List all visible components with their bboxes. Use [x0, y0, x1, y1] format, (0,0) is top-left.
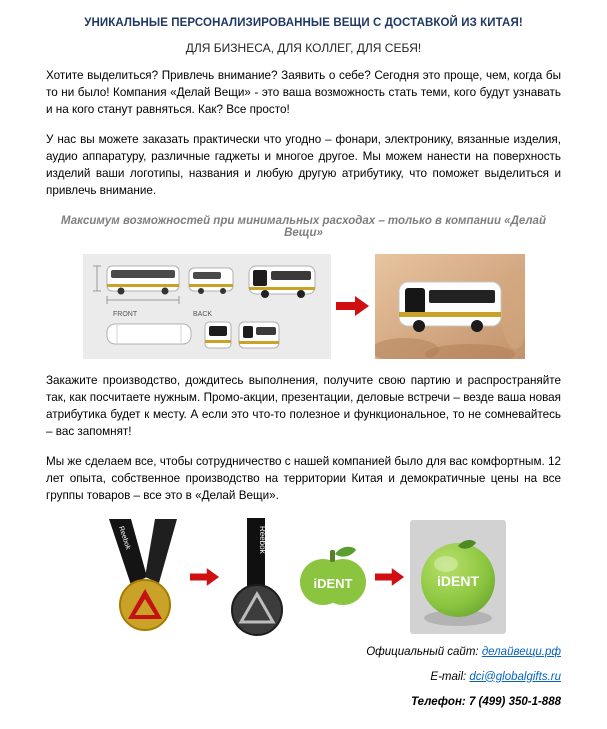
paragraph-products: У нас вы можете заказать практически что угодно – фонари, электронику, вязанные изделия, аудио аппаратуру, различные гаджеты и многое другое. Мы можем нанести на поверхность изделий ваши логотипы, названия и любую другую атрибутику, что поможет выделиться и привлечь внимание.: [46, 132, 561, 197]
contact-footer: [46, 646, 561, 708]
medals-apples-figure: [46, 518, 561, 636]
ball-brand-label: iDENT: [437, 572, 479, 589]
paragraph-company: Мы же сделаем все, чтобы сотрудничество с нашей компанией было для вас комфортным. 12 лет опыта, собственное производство на территории Китая и демократичные цены на все группы товаров – все это в «Делай Вещи».: [46, 454, 561, 502]
apple-brand-label: iDENT: [313, 575, 353, 591]
medal-ribbon-brand-label: Reebok: [117, 524, 132, 551]
page-subtitle: ДЛЯ БИЗНЕСА, ДЛЯ КОЛЛЕГ, ДЛЯ СЕБЯ!: [185, 40, 422, 55]
bus-design-drawing: [83, 254, 331, 359]
bus-back-label: BACK: [192, 310, 212, 318]
lanyard-brand-label: Reebok: [258, 525, 267, 554]
site-link[interactable]: делайвещи.рф: [481, 645, 561, 658]
ident-ball-photo: [410, 520, 506, 634]
paragraph-intro: Хотите выделиться? Привлечь внимание? Заявить о себе? Сегодня это проще, чем, когда бы то ни было! Компания «Делай Вещи» - это ваша возможность стать теми, кого будут узнавать и на кого станут равняться. Как? Все просто!: [46, 68, 561, 116]
bus-usb-figure: [46, 254, 561, 359]
phone-label: Телефон:: [411, 695, 469, 708]
bus-front-label: FRONT: [112, 310, 137, 318]
red-arrow-icon: [190, 565, 220, 589]
site-line: [46, 646, 561, 658]
phone-value: 7 (499) 350-1-888: [468, 695, 561, 708]
email-link[interactable]: dci@globalgifts.ru: [469, 670, 561, 683]
email-line: [46, 671, 561, 683]
ident-apple-design: [296, 542, 370, 612]
red-arrow-icon: [336, 293, 370, 319]
paragraph-order: Закажите производство, дождитесь выполнения, получите свою партию и распространяйте так, как посчитаете нужным. Промо-акции, презентации, деловые встречи – везде ваша новая атрибутика будет к месту. А если это что-то полезное и функциональное, то не сомневайтесь – вас запомнят!: [46, 373, 561, 438]
site-label: Официальный сайт:: [366, 645, 482, 658]
email-label: E-mail:: [430, 670, 470, 683]
hand-with-bus-photo: [375, 254, 525, 359]
red-arrow-icon: [375, 565, 405, 589]
medal-design: [101, 519, 185, 635]
reebok-medal-photo: [225, 518, 291, 636]
page-title: УНИКАЛЬНЫЕ ПЕРСОНАЛИЗИРОВАННЫЕ ВЕЩИ С ДОСТАВКОЙ ИЗ КИТАЯ!: [84, 17, 523, 29]
slogan-quote: Максимум возможностей при минимальных расходах – только в компании «Делай Вещи»: [61, 214, 546, 239]
phone-line: [46, 696, 561, 708]
